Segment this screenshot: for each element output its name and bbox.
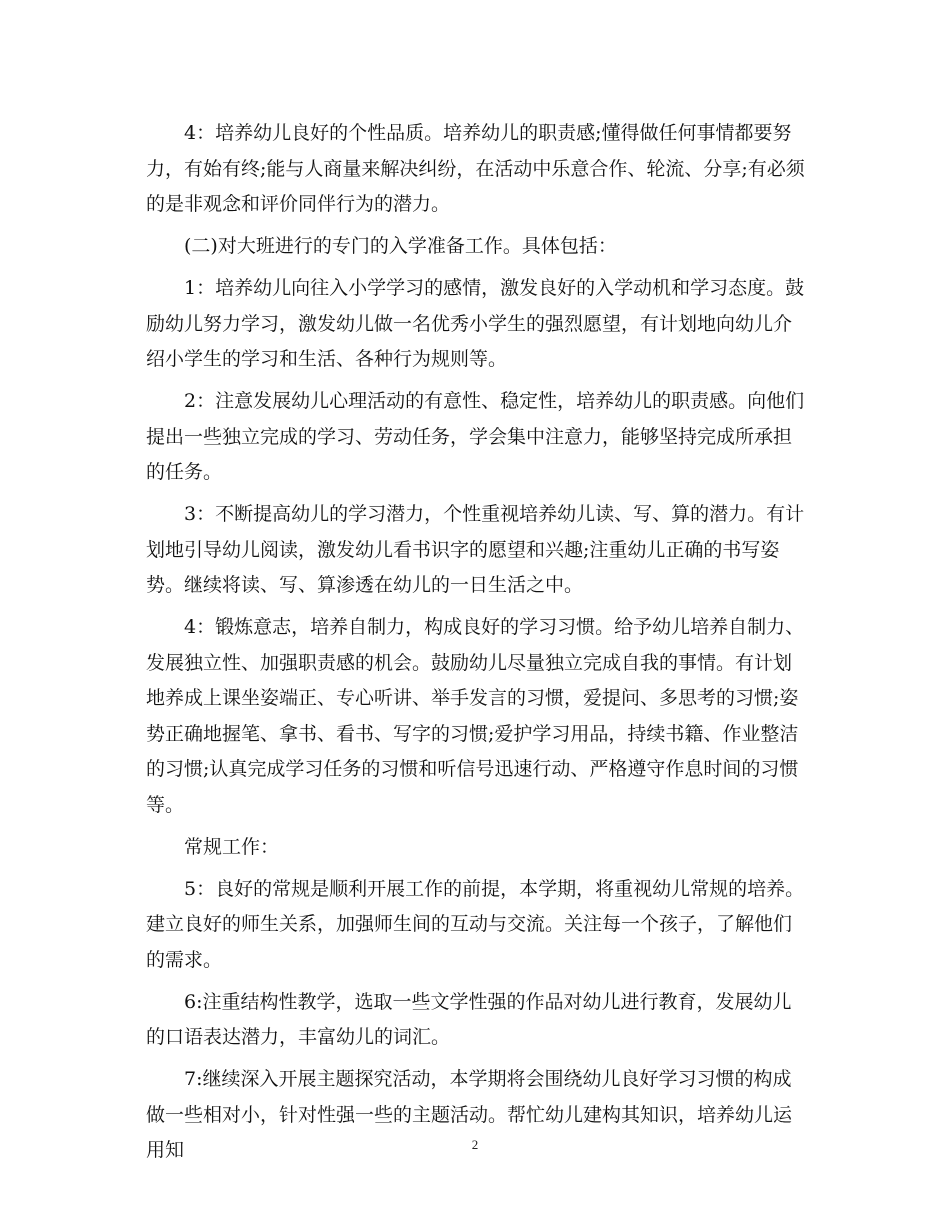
paragraph-personality-qualities: 4：培养幼儿良好的个性品质。培养幼儿的职责感;懂得做任何事情都要努力，有始有终;能与人商量来解决纠纷，在活动中乐意合作、轮流、分享;有必须的是非观念和评价同伴行为的潜力。 [146, 122, 805, 215]
paragraph-learning-motivation: 1：培养幼儿向往入小学学习的感情，激发良好的入学动机和学习态度。鼓励幼儿努力学习，激发幼儿做一名优秀小学生的强烈愿望，有计划地向幼儿介绍小学生的学习和生活、各种行为规则等。 [146, 277, 805, 370]
paragraph-structured-teaching: 6:注重结构性教学，选取一些文学性强的作品对幼儿进行教育，发展幼儿的口语表达潜力，丰富幼儿的词汇。 [146, 990, 792, 1048]
paragraph-routine-training: 5：良好的常规是顺利开展工作的前提，本学期，将重视幼儿常规的培养。建立良好的师生关系，加强师生间的互动与交流。关注每一个孩子，了解他们的需求。 [146, 877, 805, 971]
page-number: 2 [471, 1137, 479, 1152]
paragraph-theme-activities: 7:继续深入开展主题探究活动，本学期将会围绕幼儿良好学习习惯的构成做一些相对小，针对性强一些的主题活动。帮忙幼儿建构其知识，培养幼儿运用知 [146, 1068, 793, 1161]
paragraph-attention-responsibility: 2：注意发展幼儿心理活动的有意性、稳定性，培养幼儿的职责感。向他们提出一些独立完成的学习、劳动任务，学会集中注意力，能够坚持完成所承担的任务。 [146, 390, 805, 483]
paragraph-reading-writing-math: 3：不断提高幼儿的学习潜力，个性重视培养幼儿读、写、算的潜力。有计划地引导幼儿阅读，激发幼儿看书识字的愿望和兴趣;注重幼儿正确的书写姿势。继续将读、写、算渗透在幼儿的一日生活之中。 [146, 503, 805, 596]
section-heading-school-preparation: (二)对大班进行的专门的入学准备工作。具体包括： [184, 235, 617, 257]
document-body [146, 116, 806, 1175]
paragraph-study-habits: 4：锻炼意志，培养自制力，构成良好的学习习惯。给予幼儿培养自制力、发展独立性、加强职责感的机会。鼓励幼儿尽量独立完成自我的事情。有计划地养成上课坐姿端正、专心听讲、举手发言的习惯，爱提问、多思考的习惯;姿势正确地握笔、拿书、看书、写字的习惯;爱护学习用品，持续书籍、作业整洁的习惯;认真完成学习任务的习惯和听信号迅速行动、严格遵守作息时间的习惯等。 [146, 616, 805, 816]
section-heading-routine-work: 常规工作： [184, 835, 280, 858]
